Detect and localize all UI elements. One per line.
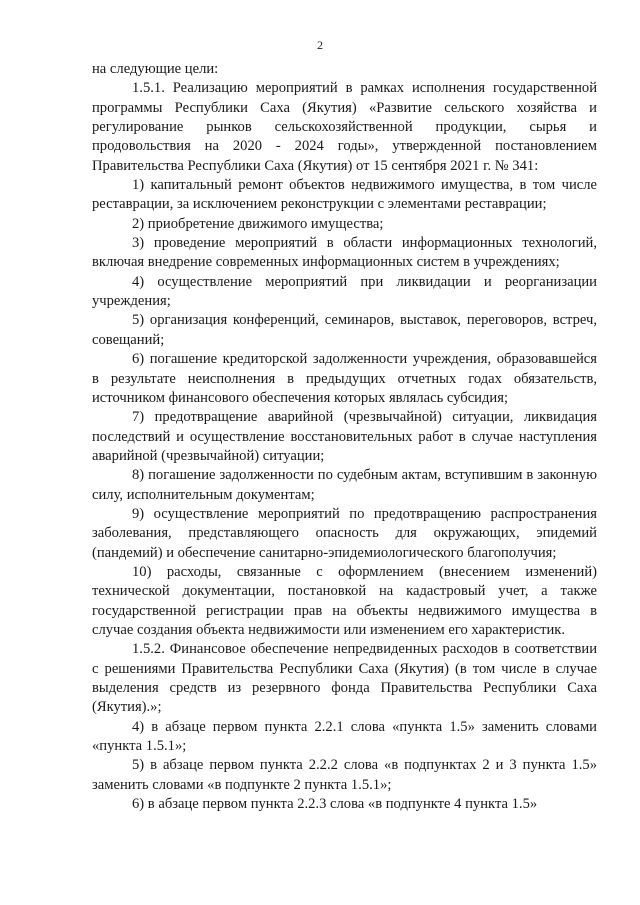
- list-item-emergency: 7) предотвращение аварийной (чрезвычайной) ситуации, ликвидация последствий и осуществление восстановительных работ в случае наступления аварийной (чрезвычайной) ситуации;: [92, 409, 597, 464]
- amendment-item-4: 4) в абзаце первом пункта 2.2.1 слова «пункта 1.5» заменить словами «пункта 1.5.1»;: [92, 718, 597, 755]
- list-item-capital-repair: 1) капитальный ремонт объектов недвижимого имущества, в том числе реставрации, за исключением реконструкции с элементами реставрации;: [92, 177, 597, 213]
- list-item-court-debt: 8) погашение задолженности по судебным актам, вступившим в законную силу, исполнительным документам;: [92, 467, 597, 503]
- amendment-item-6: 6) в абзаце первом пункта 2.2.3 слова «в подпункте 4 пункта 1.5»: [132, 796, 538, 813]
- list-item-cadastral: 10) расходы, связанные с оформлением (внесением изменений) технической документации, постановкой на кадастровый учет, а также государственной регистрации прав на объекты недвижимого имущества в случае создания объекта недвижимости или изменением его характеристик.: [92, 563, 597, 638]
- document-body: [92, 60, 597, 814]
- page-number: 2: [317, 38, 323, 52]
- amendment-item-5: 5) в абзаце первом пункта 2.2.2 слова «в подпунктах 2 и 3 пункта 1.5» заменить словами «в подпункте 2 пункта 1.5.1»;: [92, 757, 597, 793]
- list-item-epidemic: 9) осуществление мероприятий по предотвращению распространения заболевания, представляющего опасность для окружающих, эпидемий (пандемий) и обеспечение санитарно-эпидемиологического благополучия;: [92, 505, 597, 561]
- paragraph-1-5-2: 1.5.2. Финансовое обеспечение непредвиденных расходов в соответствии с решениями Правительства Республики Саха (Якутия) (в том числе в случае выделения средств из резервного фонда Правительства Республики Саха (Якутия).»;: [92, 641, 597, 716]
- paragraph-intro: на следующие цели:: [92, 61, 219, 77]
- list-item-it-activities: 3) проведение мероприятий в области информационных технологий, включая внедрение современных информационных систем в учреждениях;: [92, 235, 597, 271]
- list-item-movable-property: 2) приобретение движимого имущества;: [132, 215, 384, 232]
- list-item-conferences: 5) организация конференций, семинаров, выставок, переговоров, встреч, совещаний;: [92, 312, 597, 348]
- list-item-liquidation: 4) осуществление мероприятий при ликвидации и реорганизации учреждения;: [92, 273, 597, 310]
- paragraph-1-5-1: 1.5.1. Реализацию мероприятий в рамках исполнения государственной программы Республики Саха (Якутия) «Развитие сельского хозяйства и регулирование рынков сельскохозяйственной продукции, сырья и продовольствия на 2020 - 2024 годы», утвержденной постановлением Правительства Республики Саха (Якутия) от 15 сентября 2021 г. № 341:: [92, 80, 597, 174]
- list-item-debt-repayment: 6) погашение кредиторской задолженности учреждения, образовавшейся в результате неисполнения в предыдущих отчетных годах обязательств, источником финансового обеспечения которых являлась субсидия;: [92, 351, 597, 406]
